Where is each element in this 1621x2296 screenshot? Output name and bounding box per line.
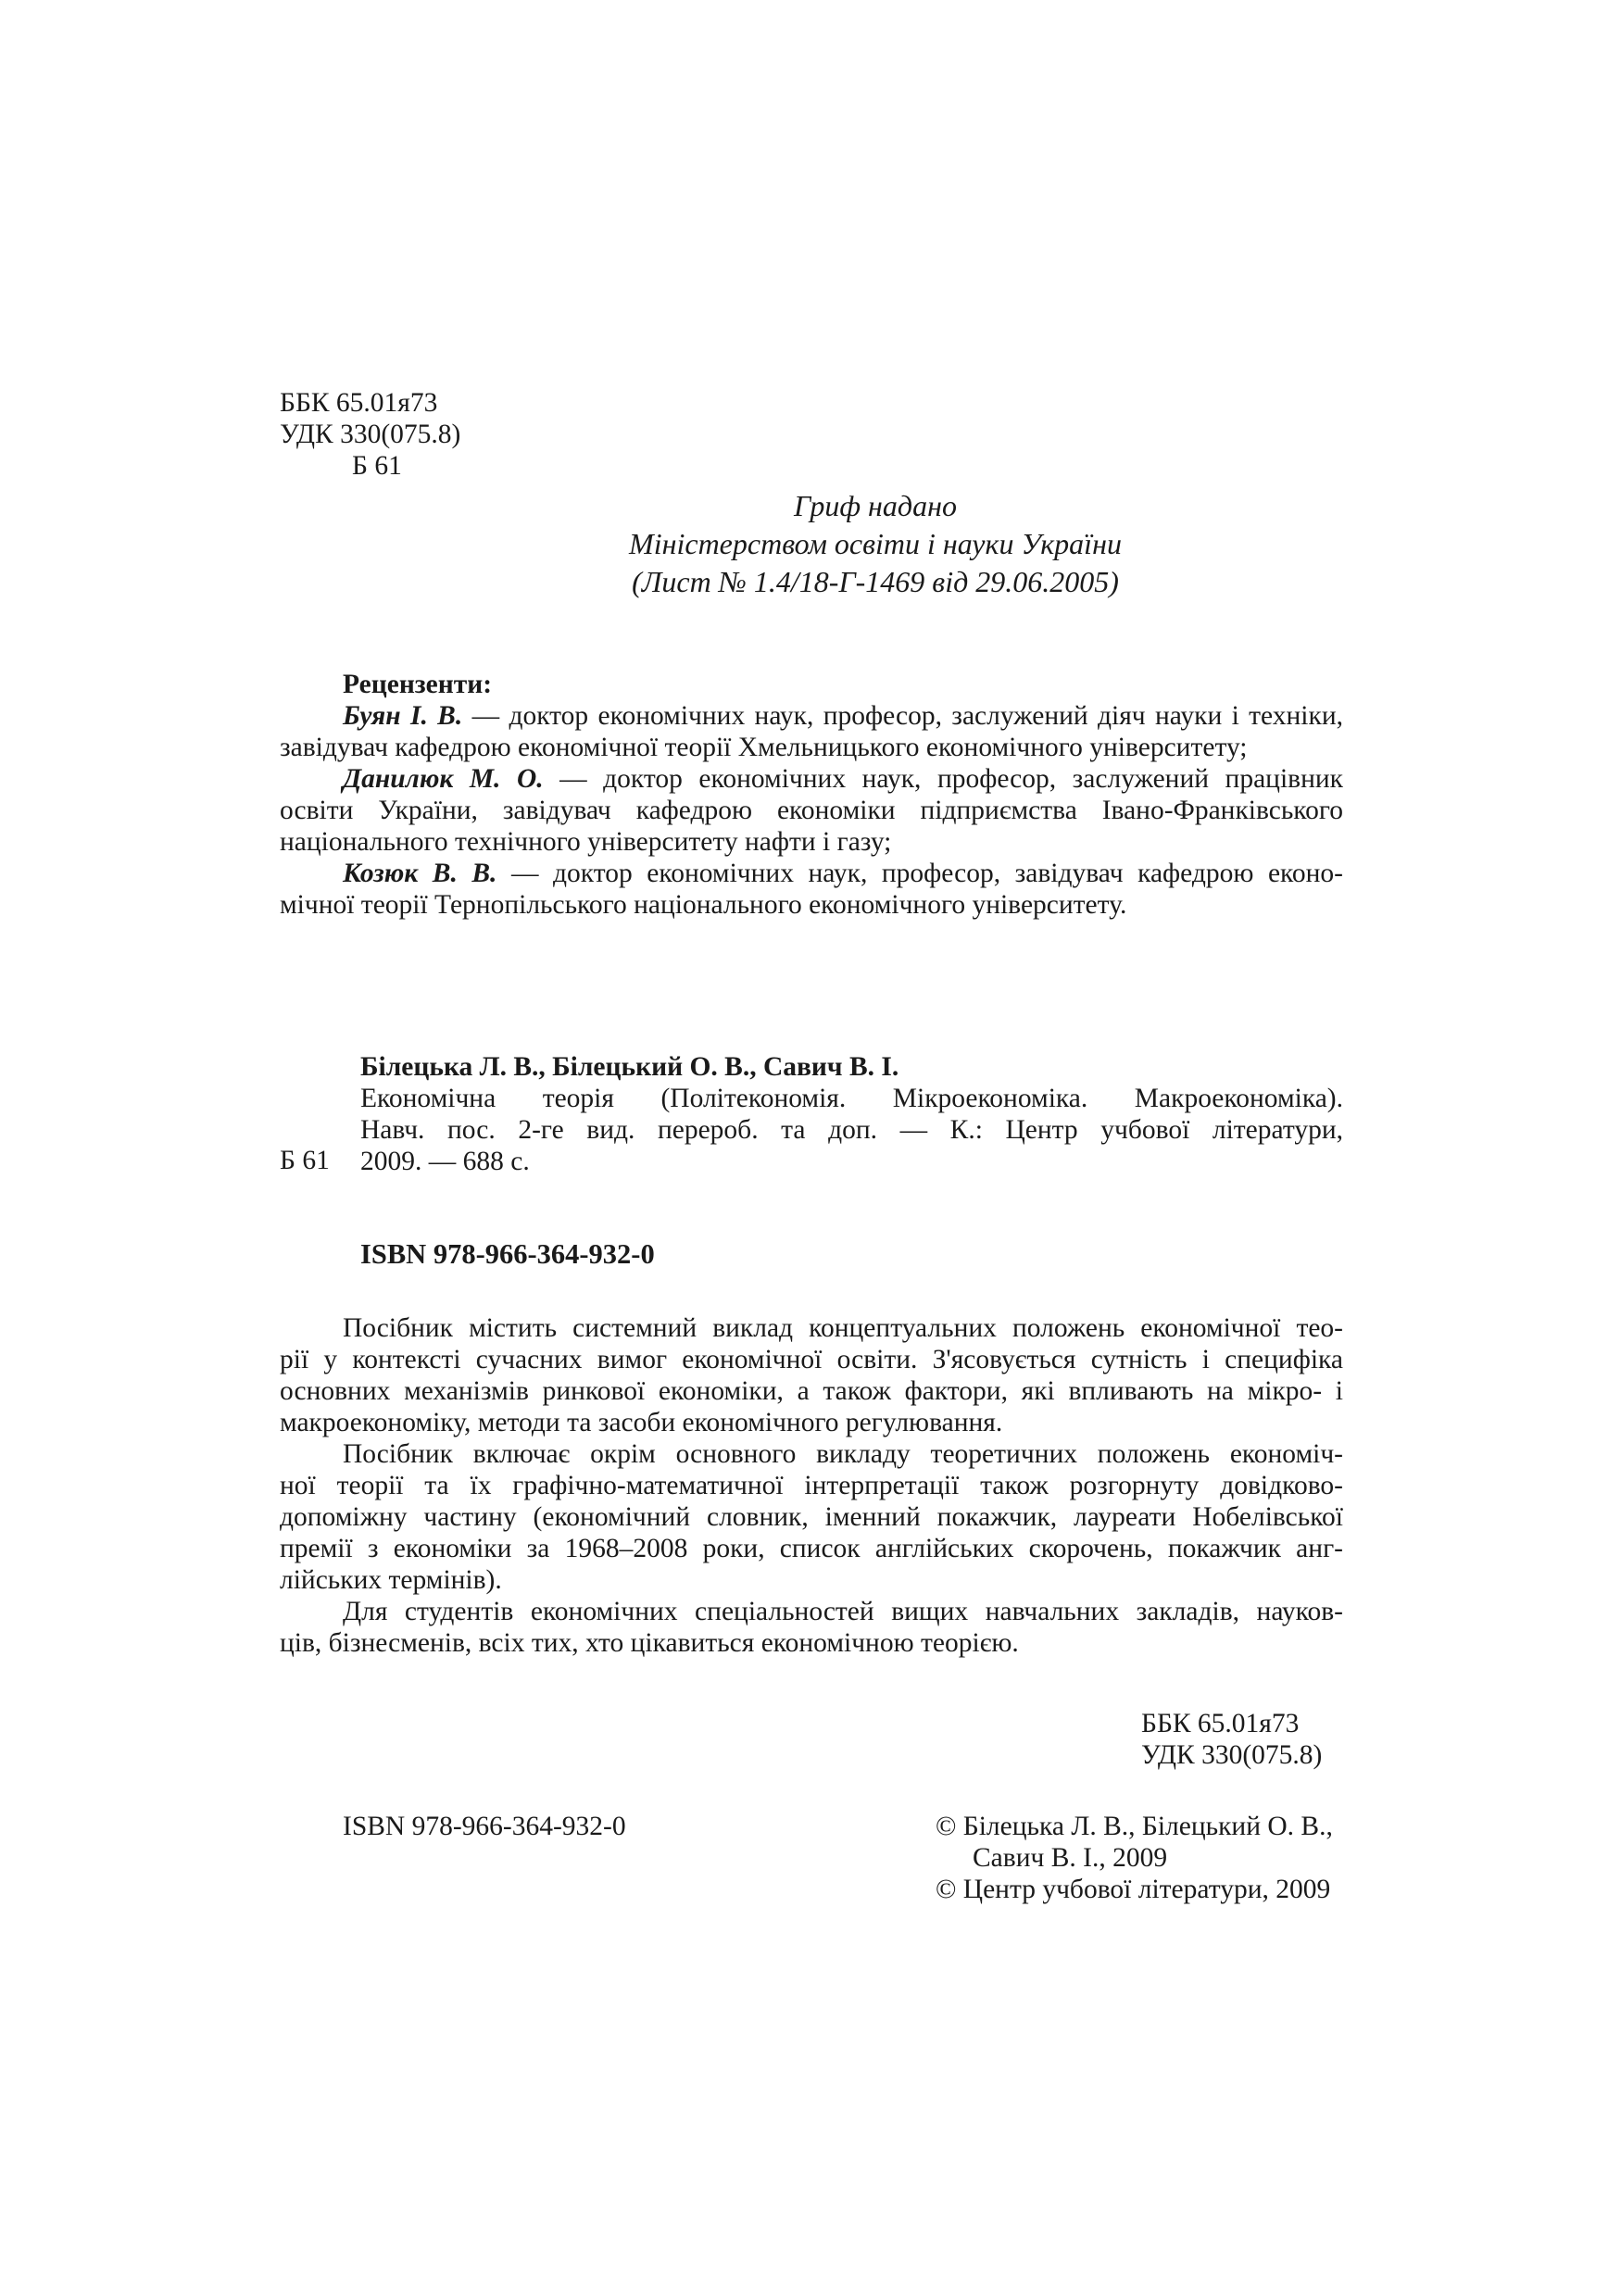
bib-line-3: 2009. — 688 с.: [360, 1147, 530, 1176]
footer-udk: УДК 330(075.8): [1141, 1740, 1323, 1770]
bib-line-1: Економічна теорія (Політекономія. Мікроекономіка. Макроекономіка).: [360, 1084, 1343, 1113]
footer-classification: [1141, 1708, 1322, 1771]
reviewer-1-line-2: завідувач кафедрою економічної теорії Хмельницького економічного університету;: [280, 733, 1248, 762]
bib-author-mark: Б 61: [280, 1146, 330, 1175]
approval-note: [0, 487, 1621, 601]
bib-line-2: Навч. пос. 2-ге вид. перероб. та доп. — К.: Центр учбової літератури,: [360, 1115, 1343, 1145]
reviewer-1-name: Буян І. В.: [343, 701, 463, 731]
reviewer-2-name: Данилюк М. О.: [343, 764, 544, 794]
author-mark: Б 61: [352, 451, 402, 481]
bib-authors: Білецька Л. В., Білецький О. В., Савич В. І.: [360, 1052, 899, 1082]
reviewer-3-line-1: Козюк В. В. — доктор економічних наук, професор, завідувач кафедрою еконо-: [343, 859, 1344, 888]
bib-description: [360, 1083, 1343, 1177]
abstract-paragraph-2: Посібник включає окрім основного викладу теоретичних положень економіч- ної теорії та їх графічно-математичної інтерпретації також розгорнуту довідково- допоміжну частину (економічний словник, іменний покажчик, лауреати Нобелівської премії з економіки за 1968–2008 роки, список англійських скорочень, покажчик анг- лійських термінів).: [280, 1439, 1343, 1595]
approval-line-1: Гриф надано: [794, 489, 957, 522]
approval-line-2: Міністерством освіти і науки України: [629, 527, 1122, 560]
bbk-code: ББК 65.01я73: [280, 388, 438, 418]
footer-isbn: ISBN 978-966-364-932-0: [343, 1812, 626, 1841]
copyright-block: [936, 1811, 1333, 1905]
copyright-line-3: © Центр учбової літератури, 2009: [936, 1875, 1331, 1904]
classification-block: [280, 387, 460, 482]
udk-code: УДК 330(075.8): [280, 420, 461, 449]
footer-bbk: ББК 65.01я73: [1141, 1709, 1300, 1738]
copyright-line-1: © Білецька Л. В., Білецький О. В.,: [936, 1812, 1333, 1841]
reviewer-1-line-1: Буян І. В. — доктор економічних наук, професор, заслужений діяч науки і техніки,: [343, 701, 1343, 731]
copyright-line-2: Савич В. І., 2009: [973, 1843, 1168, 1873]
reviewer-2-line-2: освіти України, завідувач кафедрою економіки підприємства Івано-Франківського: [280, 796, 1343, 825]
abstract-paragraph-3: Для студентів економічних спеціальностей вищих навчальних закладів, науков- ців, бізнесменів, всіх тих, хто цікавиться економічною теорією.: [280, 1597, 1343, 1658]
abstract-paragraph-1: Посібник містить системний виклад концептуальних положень економічної тео- рії у контексті сучасних вимог економічної освіти. З'ясовується сутність і специфіка основних механізмів ринкової економіки, а також фактори, які впливають на мікро- і макроекономіку, методи та засоби економічного регулювання.: [280, 1313, 1343, 1437]
reviewer-2-line-3: національного технічного університету нафти і газу;: [280, 827, 892, 857]
bib-isbn: ISBN 978-966-364-932-0: [360, 1238, 655, 1270]
reviewers-block: [280, 669, 1343, 921]
approval-line-3: (Лист № 1.4/18-Г-1469 від 29.06.2005): [632, 565, 1119, 598]
abstract-block: [280, 1312, 1343, 1659]
reviewers-title: Рецензенти:: [343, 670, 493, 699]
reviewer-3-line-2: мічної теорії Тернопільського національного економічного університету.: [280, 890, 1127, 920]
reviewer-2-line-1: Данилюк М. О. — доктор економічних наук, професор, заслужений працівник: [343, 764, 1343, 794]
reviewer-3-name: Козюк В. В.: [343, 859, 497, 888]
